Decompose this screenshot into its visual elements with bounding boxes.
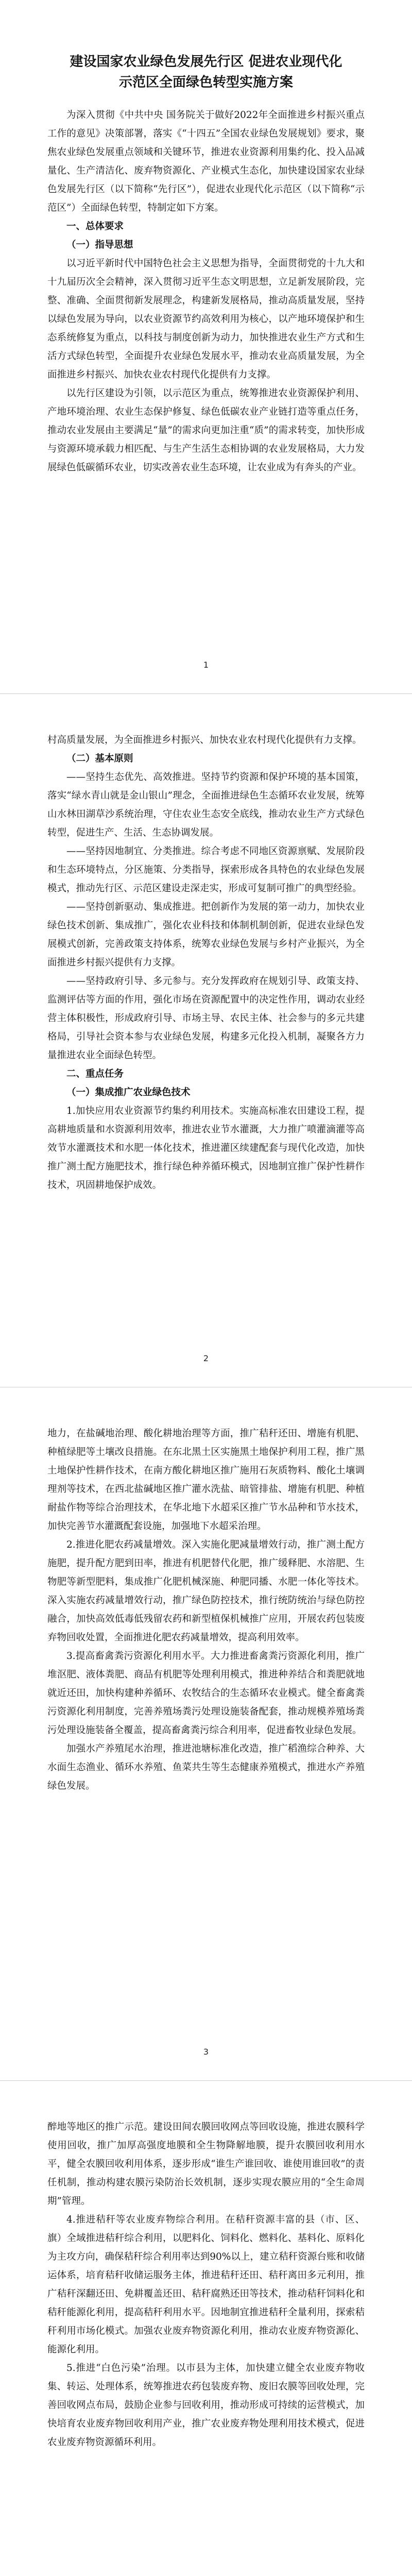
task-paragraph: 2.推进化肥农药减量增效。深入实施化肥减量增效行动，推广测土配方施肥，提升配方肥到田率，推进有机肥替代化肥，推广缓释肥、水溶肥、生物肥等新型肥料，集成推广化肥机械深施、种肥同播、水肥一体化等技术。深入实施农药减量增效行动，推广绿色防控技术，推行统防统治与绿色防控融合，加快高效低毒低残留农药和新型植保机械推广应用，开展农药包装废弃物回收处置，全面推进化肥农药减量增效，提高利用效率。 xyxy=(47,1539,365,1643)
task-paragraph: 5.推进“白色污染”治理。以市县为主体，加快建立健全农业废弃物收集、转运、处理体系，统筹推进农药包装废弃物、废旧农膜等回收处理，完善回收网点布局，鼓励企业参与回收利用，推动形成可持续的运营模式，加快培育农业废弃物回收利用产业，推广农业废弃物处理利用技术模式，促进农业废弃物资源循环利用。 xyxy=(47,2363,365,2448)
document-page xyxy=(0,2080,412,2576)
body-paragraph: 村高质量发展，为全面推进乡村振兴、加快农业农村现代化提供有力支撑。 xyxy=(47,735,362,745)
page-number: 1 xyxy=(203,660,209,670)
subsection-heading: （二）基本原则 xyxy=(66,753,133,764)
body-paragraph: 以习近平新时代中国特色社会主义思想为指导，全面贯彻党的十九大和十九届历次全会精神，深入贯彻习近平生态文明思想，立足新发展阶段，完整、准确、全面贯彻新发展理念，构建新发展格局，推动高质量发展，坚持以绿色发展为导向，以农业资源节约高效利用为核心，以产地环境保护和生态系统修复为重点，以科技与制度创新为动力，加快推进农业生产方式和生活方式绿色转型，全面提升农业绿色发展水平，推动农业高质量发展，为全面推进乡村振兴、加快农业农村现代化提供有力支撑。 xyxy=(47,258,365,380)
body-paragraph: 为深入贯彻《中共中央 国务院关于做好2022年全面推进乡村振兴重点工作的意见》决策部署，落实《“十四五”全国农业绿色发展规划》要求，聚焦农业绿色发展重点领域和关键环节，推进农业资源利用集约化、投入品减量化、生产清洁化、废弃物资源化、产业模式生态化，加快建设国家农业绿色发展先行区（以下简称“先行区”），促进农业现代化示范区（以下简称“示范区”）全面绿色转型，特制定如下方案。 xyxy=(47,110,365,213)
body-paragraph: 加强水产养殖尾水治理，推进池塘标准化改造，推广稻渔综合种养、大水面生态渔业、循环水养殖、鱼菜共生等生态健康养殖模式，推进水产养殖绿色发展。 xyxy=(47,1743,365,1791)
section-heading: 二、重点任务 xyxy=(66,1069,124,1079)
principle-paragraph: ——坚持创新驱动、集成推进。把创新作为发展的第一动力，加快农业绿色技术创新、集成推广，强化农业科技和体制机制创新，促进农业绿色发展模式创新，完善政策支持体系，统筹农业绿色发展与乡村产业振兴，为全面推进乡村振兴提供有力支撑。 xyxy=(47,902,365,968)
principle-paragraph: ——坚持生态优先、高效推进。坚持节约资源和保护环境的基本国策，落实“绿水青山就是金山银山”理念，全面推进绿色生态循环农业发展，统筹山水林田湖草沙系统治理，守住农业生态安全底线，推动农业生产方式绿色转型，促进生产、生活、生态协调发展。 xyxy=(47,772,365,838)
body-paragraph: 以先行区建设为引领，以示范区为重点，统筹推进农业资源保护利用、产地环境治理、农业生态保护修复、绿色低碳农业产业链打造等重点任务，推动农业发展由主要满足“量”的需求向更加注重“质”的需求转变，加快形成与资源环境承载力相匹配、与生产生活生态相协调的农业发展格局，大力发展绿色低碳循环农业，切实改善农业生态环境，让农业成为有奔头的产业。 xyxy=(47,388,365,473)
page-number: 3 xyxy=(203,2047,209,2057)
principle-paragraph: ——坚持因地制宜、分类推进。综合考虑不同地区资源禀赋、发展阶段和生态环境特点，分区施策、分类指导，探索形成各具特色的农业绿色发展模式，推动先行区、示范区建设走深走实，形成可复制可推广的典型经验。 xyxy=(47,846,365,894)
page-number: 2 xyxy=(203,1353,209,1363)
body-paragraph: 地力，在盐碱地治理、酸化耕地治理等方面，推广秸秆还田、增施有机肥、种植绿肥等土壤改良措施。在东北黑土区实施黑土地保护利用工程，推广黑土地保护性耕作技术，在南方酸化耕地区推广施用石灰质物料、酸化土壤调理剂等技术，在西北盐碱地区推广灌水洗盐、暗管排盐、增施有机肥、种植耐盐作物等综合治理技术，在华北地下水超采区推广节水品种和节水技术，加快完善节水灌溉配套设施，加强地下水超采治理。 xyxy=(47,1428,365,1532)
body-paragraph: 醉地等地区的推广示范。建设田间农膜回收网点等回收设施，推进农膜科学使用回收，推广加厚高强度地膜和全生物降解地膜，提升农膜回收利用水平，健全农膜回收利用体系，逐步形成“谁生产谁回收、谁使用谁回收”的责任机制，推动构建农膜污染防治长效机制，逐步实现农膜应用的“全生命周期”管理。 xyxy=(47,2122,365,2207)
subsection-heading: （一）指导思想 xyxy=(66,240,133,250)
title-line: 示范区全面绿色转型实施方案 xyxy=(118,75,293,90)
title-line: 建设国家农业绿色发展先行区 促进农业现代化 xyxy=(70,54,342,70)
document-title xyxy=(47,52,365,93)
subsection-heading: （一）集成推广农业绿色技术 xyxy=(66,1087,191,1098)
task-paragraph: 1.加快应用农业资源节约集约利用技术。实施高标准农田建设工程，提高耕地质量和水资源利用效率，推进农业节水灌溉，大力推广喷灌滴灌等高效节水灌溉技术和水肥一体化技术，推进灌区续建配套与现代化改造，加快推广测土配方施肥技术，推行绿色种养循环模式，因地制宜推广保护性耕作技术，巩固耕地保护成效。 xyxy=(47,1106,365,1191)
task-paragraph: 3.提高畜禽粪污资源化利用水平。大力推进畜禽粪污资源化利用，推广堆沤肥、液体粪肥、商品有机肥等处理利用模式，推进种养结合和粪肥就地就近还田，加快构建种养循环、农牧结合的生态循环农业模式。健全畜禽粪污资源化利用制度，完善养殖场粪污处理设施装备配套，推动规模养殖场粪污处理设施装备全覆盖，提高畜禽粪污综合利用率，促进畜牧业绿色发展。 xyxy=(47,1651,365,1736)
document-page xyxy=(0,0,412,693)
document-page xyxy=(0,693,412,1387)
principle-paragraph: ——坚持政府引导、多元参与。充分发挥政府在规划引导、政策支持、监测评估等方面的作用，强化市场在资源配置中的决定性作用，调动农业经营主体积极性，形成政府引导、市场主导、农民主体、社会参与的多元共建格局，引导社会资本参与农业绿色发展，构建多元化投入机制，凝聚各方力量推进农业全面绿色转型。 xyxy=(47,976,365,1061)
document-page xyxy=(0,1387,412,2080)
task-paragraph: 4.推进秸秆等农业废弃物综合利用。在秸秆资源丰富的县（市、区、旗）全域推进秸秆综合利用，以肥料化、饲料化、燃料化、基料化、原料化为主攻方向，确保秸秆综合利用率达到90%以上，建立秸秆资源台账和收储运体系，培育秸秆收储运服务主体，推进秸秆还田、秸秆离田多元利用，推广秸秆深翻还田、免耕覆盖还田、秸秆腐熟还田等技术，推动秸秆饲料化和秸秆能源化利用，提高秸秆利用水平。因地制宜推进秸秆全量利用，探索秸秆利用市场化模式。加强农业废弃物资源化利用，推动农业废弃物资源化、能源化利用。 xyxy=(47,2214,365,2355)
section-heading: 一、总体要求 xyxy=(66,221,124,232)
